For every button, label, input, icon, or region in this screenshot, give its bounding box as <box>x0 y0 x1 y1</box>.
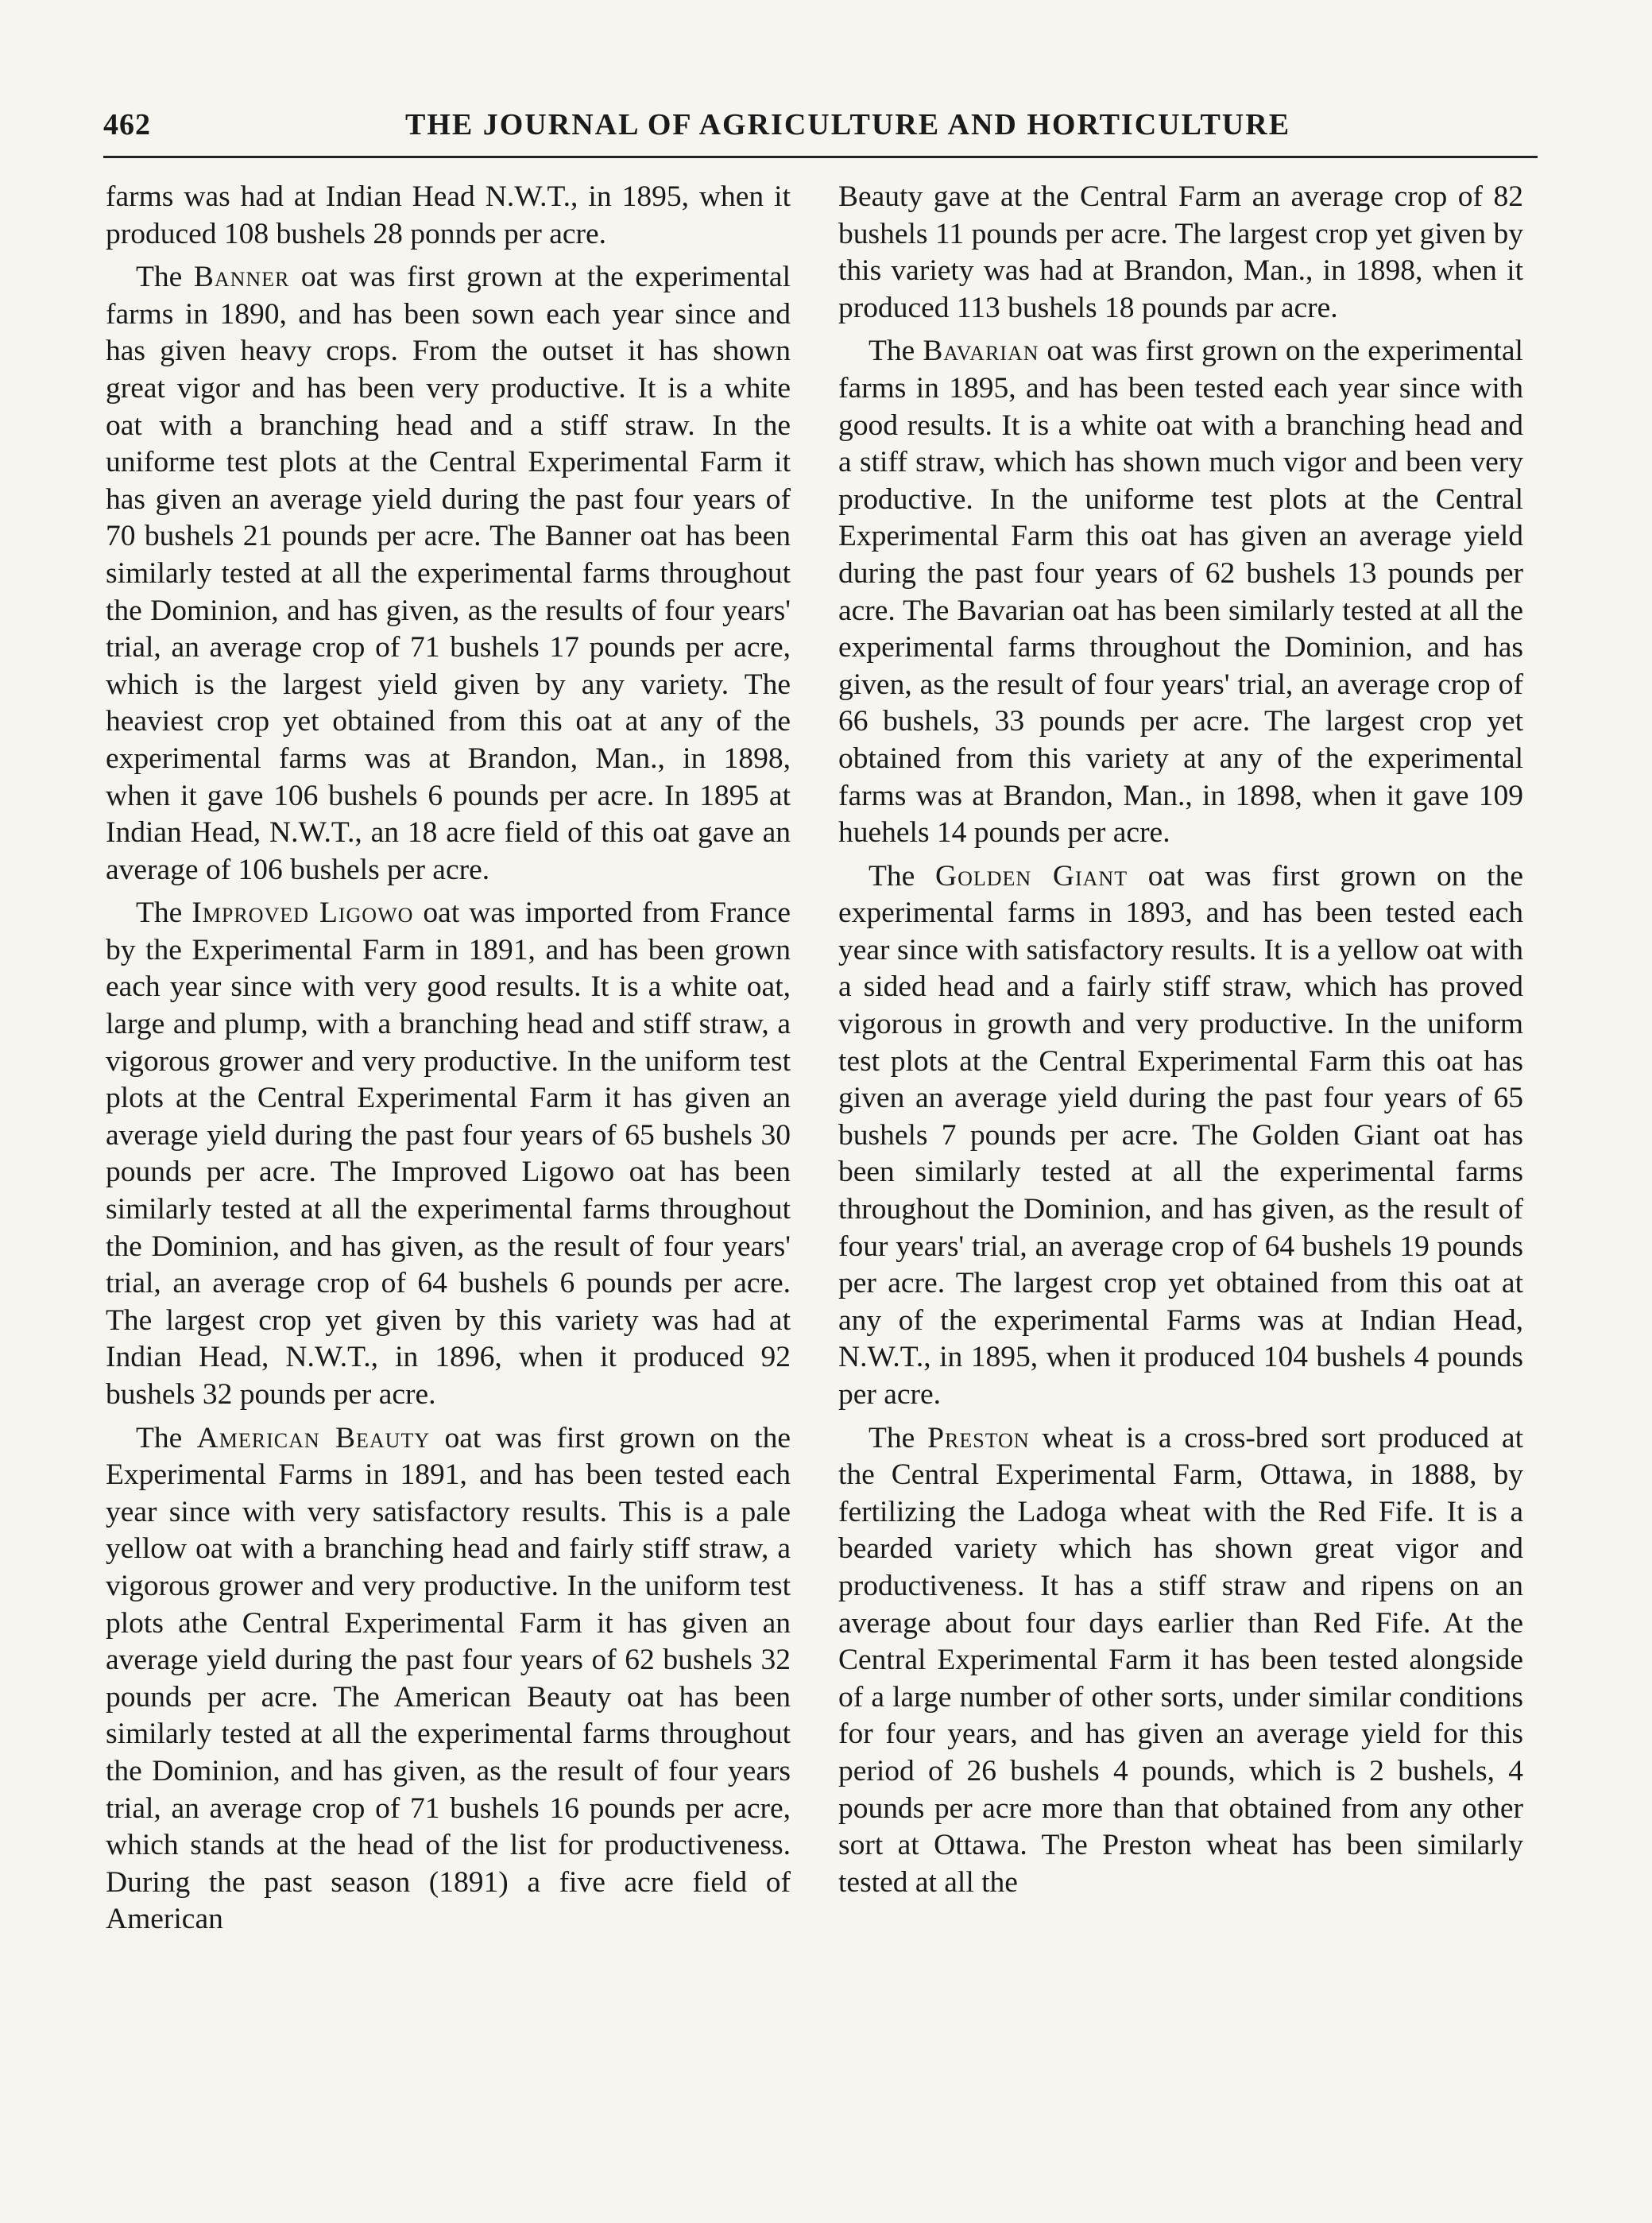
paragraph-preston-wheat <box>838 1420 1523 1902</box>
paragraph-text: Beauty gave at the Central Farm an average crop of 82 bushels 11 pounds per acre. The largest crop yet given by this variety was had at Brandon, Man., in 1898, when it produced 113 bushels 18 pounds par acre. <box>838 180 1523 324</box>
paragraph-lead: The <box>136 261 194 294</box>
variety-name: Preston <box>927 1421 1030 1454</box>
paragraph-lead: The <box>869 1421 928 1454</box>
paragraph-text: oat was first grown at the experimental farms in 1890, and has been sown each year since and has given heavy crops. From the outset it has shown great vigor and has been very productive. It is a white oat with a branching head and a stiff straw. In the uniforme test plots at the Central Experimental Farm it has given an average yield during the past four years of 70 bushels 21 pounds per acre. The Banner oat has been similarly tested at all the experimental farms throughout the Dominion, and has given, as the results of four years' trial, an average crop of 71 bushels 17 pounds per acre, which is the largest yield given by any variety. The heaviest crop yet obtained from this oat at any of the experimental farms was at Brandon, Man., in 1898, when it gave 106 bushels 6 pounds per acre. In 1895 at Indian Head, N.W.T., an 18 acre field of this oat gave an average of 106 bushels per acre. <box>106 261 791 886</box>
paragraph-improved-ligowo-oat <box>106 895 791 1413</box>
header-rule <box>103 156 1538 158</box>
paragraph-text: oat was imported from France by the Experimental Farm in 1891, and has been grown each year since with very good results. It is a white oat, large and plump, with a branching head and stiff straw, a vigorous grower and very productive. In the uniform test plots at the Central Experimental Farm it has given an average yield during the past four years of 65 bushels 30 pounds per acre. The Improved Ligowo oat has been similarly tested at all the experimental farms throughout the Dominion, and has given, as the result of four years' trial, an average crop of 64 bushels 6 pounds per acre. The largest crop yet given by this variety was had at Indian Head, N.W.T., in 1896, when it produced 92 bushels 32 pounds per acre. <box>106 897 791 1411</box>
page-header <box>103 107 1538 155</box>
paragraph-lead: The <box>136 1421 197 1454</box>
paragraph-bavarian-oat <box>838 333 1523 851</box>
variety-name: Bavarian <box>923 335 1039 368</box>
paragraph-text: oat was first grown on the Experimental Farms in 1891, and has been tested each year since with very satisfactory results. This is a pale yellow oat with a branching head and fairly stiff straw, a vigorous grower and very productive. In the uniform test plots athe Central Experimental Farm it has given an average yield during the past four years of 62 bushels 32 pounds per acre. The American Beauty oat has been similarly tested at all the experimental farms throughout the Dominion, and has given, as the result of four years trial, an average crop of 71 bushels 16 pounds per acre, which stands at the head of the list for productiveness. During the past season (1891) a five acre field of American <box>106 1421 791 1936</box>
variety-name: American Beauty <box>196 1421 431 1454</box>
variety-name: Banner <box>193 261 290 294</box>
paragraph-continuation <box>106 179 791 253</box>
paragraph-text: farms was had at Indian Head N.W.T., in 1895, when it produced 108 bushels 28 ponnds per acre. <box>106 180 791 250</box>
paragraph-lead: The <box>869 335 923 368</box>
running-head: THE JOURNAL OF AGRICULTURE AND HORTICULTURE <box>405 108 1291 141</box>
paragraph-banner-oat <box>106 259 791 889</box>
left-column <box>106 179 791 1945</box>
paragraph-american-beauty-oat <box>106 1420 791 1938</box>
paragraph-lead: The <box>869 859 936 893</box>
paragraph-continuation <box>838 179 1523 327</box>
paragraph-lead: The <box>136 897 192 930</box>
paragraph-text: oat was first grown on the experimental farms in 1893, and has been tested each year since with satisfactory results. It is a yellow oat with a sided head and a fairly stiff straw, which has proved vigorous in growth and very productive. In the uniform test plots at the Central Experimental Farm this oat has given an average yield during the past four years of 65 bushels 7 pounds per acre. The Golden Giant oat has been similarly tested at all the experimental farms throughout the Dominion, and has given, as the result of four years' trial, an average crop of 64 bushels 19 pounds per acre. The largest crop yet obtained from this oat at any of the experimental Farms was at Indian Head, N.W.T., in 1895, when it produced 104 bushels 4 pounds per acre. <box>838 859 1523 1411</box>
variety-name: Improved Ligowo <box>192 897 414 930</box>
page-number: 462 <box>103 108 151 141</box>
paragraph-text: oat was first grown on the experimental farms in 1895, and has been tested each year since with good results. It is a white oat with a branching head and a stiff straw, which has shown much vigor and been very productive. In the uniforme test plots at the Central Experimental Farm this oat has given an average yield during the past four years of 62 bushels 13 pounds per acre. The Bavarian oat has been similarly tested at all the experimental farms throughout the Dominion, and has given, as the result of four years' trial, an average crop of 66 bushels, 33 pounds per acre. The largest crop yet obtained from this variety at any of the experimental farms was at Brandon, Man., in 1898, when it gave 109 huehels 14 pounds per acre. <box>838 335 1523 850</box>
right-column <box>838 179 1523 1907</box>
paragraph-golden-giant-oat <box>838 858 1523 1414</box>
variety-name: Golden Giant <box>935 859 1128 893</box>
paragraph-text: wheat is a cross-bred sort produced at the Central Experimental Farm, Ottawa, in 1888, by fertilizing the Ladoga wheat with the Red Fife. It is a bearded variety which has shown great vigor and productiveness. It has a stiff straw and ripens on an average about four days earlier than Red Fife. At the Central Experimental Farm it has been tested alongside of a large number of other sorts, under similar conditions for four years, and has given an average yield for this period of 26 bushels 4 pounds, which is 2 bushels, 4 pounds per acre more than that obtained from any other sort at Ottawa. The Preston wheat has been similarly tested at all the <box>838 1421 1523 1899</box>
